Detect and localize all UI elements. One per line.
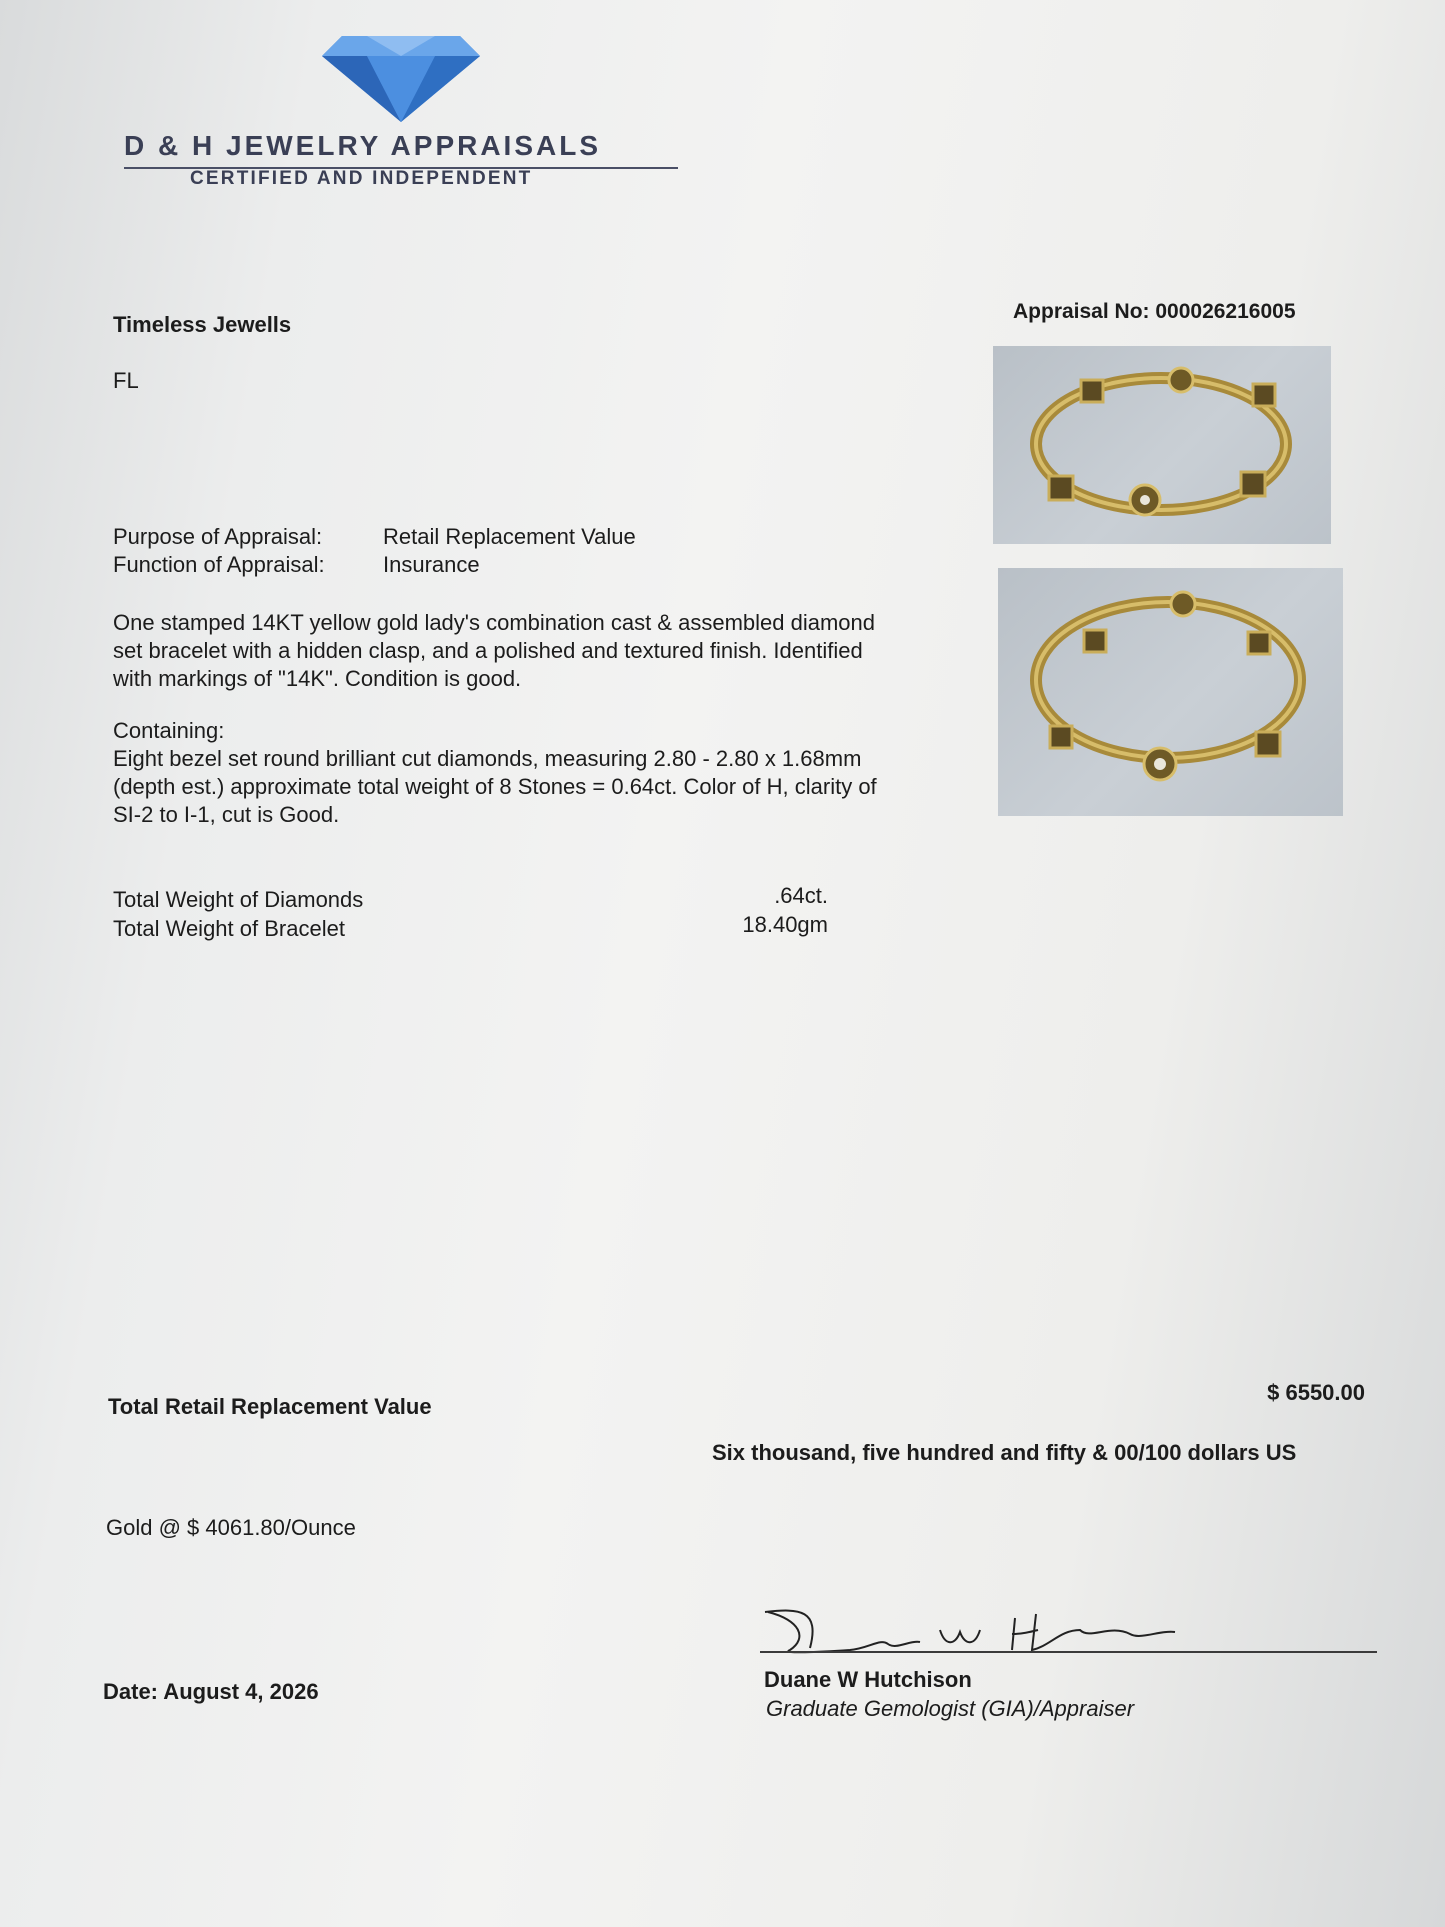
containing-line: Eight bezel set round brilliant cut diamonds, measuring 2.80 - 2.80 x 1.68mm xyxy=(113,746,862,771)
item-description xyxy=(113,609,983,693)
description-line: One stamped 14KT yellow gold lady's combination cast & assembled diamond xyxy=(113,610,875,635)
purpose-value: Retail Replacement Value xyxy=(383,524,636,549)
bracelet-image xyxy=(993,346,1331,544)
diamond-logo-icon xyxy=(322,26,480,122)
total-value-amount: $ 6550.00 xyxy=(1267,1380,1365,1405)
function-row xyxy=(113,552,480,578)
appraiser-title: Graduate Gemologist (GIA)/Appraiser xyxy=(766,1696,1135,1721)
client-name: Timeless Jewells xyxy=(113,312,292,337)
function-value: Insurance xyxy=(383,552,480,577)
appraisal-date: Date: August 4, 2026 xyxy=(103,1679,319,1704)
bracelet-photo-2 xyxy=(998,568,1343,816)
total-bracelet-weight-label: Total Weight of Bracelet xyxy=(113,916,345,941)
containing-line: SI-2 to I-1, cut is Good. xyxy=(113,802,340,827)
total-value-words: Six thousand, five hundred and fifty & 00/100 dollars US xyxy=(712,1440,1297,1465)
total-diamond-weight-value: .64ct. xyxy=(774,883,828,908)
function-label: Function of Appraisal: xyxy=(113,552,325,577)
containing-section xyxy=(113,717,983,829)
bracelet-image xyxy=(998,568,1343,816)
client-code: FL xyxy=(113,368,139,393)
total-bracelet-weight-value: 18.40gm xyxy=(742,912,828,937)
company-tagline: CERTIFIED AND INDEPENDENT xyxy=(190,168,533,189)
purpose-label: Purpose of Appraisal: xyxy=(113,524,323,549)
bracelet-photo-1 xyxy=(993,346,1331,544)
containing-heading: Containing: xyxy=(113,718,225,743)
description-line: with markings of "14K". Condition is good. xyxy=(113,666,522,691)
appraisal-number: Appraisal No: 000026216005 xyxy=(1013,300,1296,323)
containing-line: (depth est.) approximate total weight of 8 Stones = 0.64ct. Color of H, clarity of xyxy=(113,774,877,799)
description-line: set bracelet with a hidden clasp, and a polished and textured finish. Identified xyxy=(113,638,863,663)
appraiser-name: Duane W Hutchison xyxy=(764,1667,972,1692)
total-diamond-weight-label: Total Weight of Diamonds xyxy=(113,887,364,912)
gold-price: Gold @ $ 4061.80/Ounce xyxy=(106,1515,356,1540)
company-name: D & H JEWELRY APPRAISALS xyxy=(124,130,602,161)
purpose-row xyxy=(113,524,636,550)
total-value-label: Total Retail Replacement Value xyxy=(108,1394,432,1419)
signature-line xyxy=(760,1651,1377,1653)
